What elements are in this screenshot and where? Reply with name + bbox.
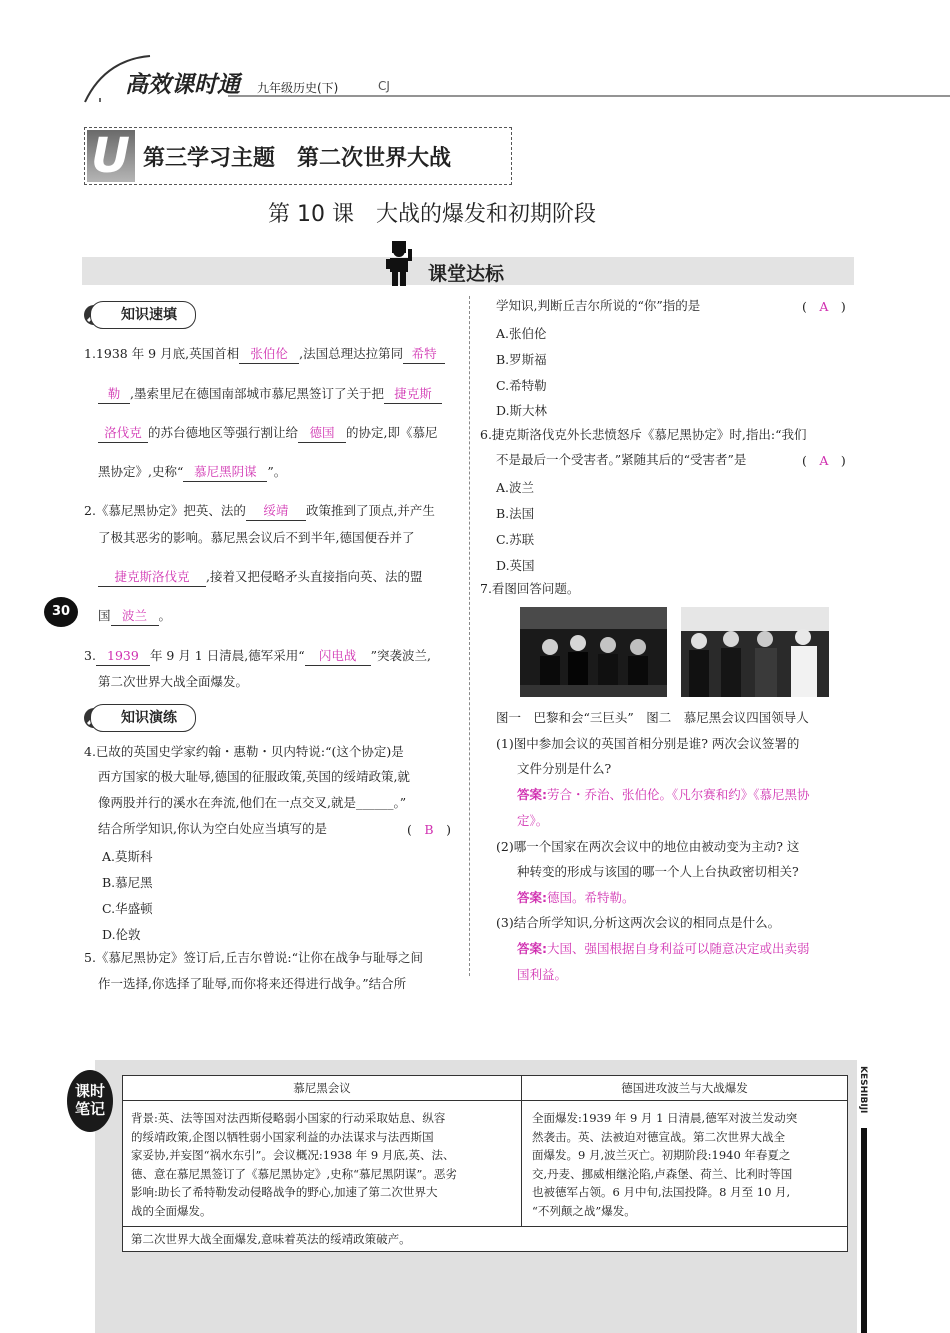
q7-answer1-line1: 答案:劳合・乔治、张伯伦。《凡尔赛和约》《慕尼黑协 [517, 787, 810, 802]
q7-sub2-line1: (2)哪一个国家在两次会议中的地位由被动变为主动? 这 [496, 839, 800, 854]
q6-option-b: B.法国 [496, 506, 535, 521]
q5-option-a: A.张伯伦 [496, 326, 547, 341]
q1-line3: 洛伐克 的苏台德地区等强行割让给 德国 的协定,即《慕尼 [98, 424, 438, 443]
q7-answer3-line2: 国利益。 [517, 967, 568, 982]
q2-blank-3: 波兰 [111, 607, 159, 626]
q7-answer2-line1: 答案:德国。希特勒。 [517, 890, 635, 905]
q2-blank-2: 捷克斯洛伐克 [98, 568, 206, 587]
q7-sub3-line1: (3)结合所学知识,分析这两次会议的相同点是什么。 [496, 915, 781, 930]
q2-blank-1: 绥靖 [246, 502, 306, 521]
q5-option-b: B.罗斯福 [496, 352, 547, 367]
q6-option-a: A.波兰 [496, 480, 535, 495]
q2-line2: 了极其恶劣的影响。慕尼黑会议后不到半年,德国便吞并了 [98, 530, 415, 545]
unit-letter: U [91, 128, 130, 184]
q6-answer: A [819, 453, 829, 468]
header-brand: 高效课时通 [125, 71, 240, 98]
q1-line4: 黑协定》,史称“ 慕尼黑阴谋 ”。 [98, 463, 286, 482]
q7-sub1-line2: 文件分别是什么? [517, 761, 612, 776]
q4-line4: 结合所学知识,你认为空白处应当填写的是 [98, 821, 327, 836]
q7-sub2-line2: 种转变的形成与该国的哪一个人上台执政密切相关? [517, 864, 799, 879]
q5-line3: 学知识,判断丘吉尔所说的“你”指的是 [496, 298, 701, 313]
q3-blank-2: 闪电战 [305, 647, 371, 666]
notes-footer: 第二次世界大战全面爆发,意味着英法的绥靖政策破产。 [123, 1227, 848, 1252]
q4-option-a: A.莫斯科 [102, 849, 153, 864]
notes-col2-header: 德国进攻波兰与大战爆发 [522, 1076, 848, 1101]
notes-table [122, 1075, 848, 1252]
q7-answer1-line2: 定》。 [517, 813, 549, 828]
q3-line1: 3. 1939 年 9 月 1 日清晨,德军采用“ 闪电战 ”突袭波兰, [84, 647, 431, 666]
q4-line3: 像两股并行的溪水在奔流,他们在一点交叉,就是______。” [98, 795, 407, 810]
page-number: 30 [51, 604, 71, 619]
notes-col1-header: 慕尼黑会议 [123, 1076, 522, 1101]
q4-option-d: D.伦敦 [102, 927, 141, 942]
notes-col1-body: 背景:英、法等国对法西斯侵略弱小国家的行动采取姑息、纵容 的绥靖政策,企图以牺牲弱小国家利益的办法谋求与法西斯国 家妥协,并妄图“祸水东引”。会议概况:1938 年 9 月底,英、法、 德、意在慕尼黑签订了《慕尼黑协定》,史称“慕尼黑阴谋”。恶劣 影响:助长了希特勒发动侵略战争的野心,加速了第二次世界大 战的全面爆发。 [123, 1101, 522, 1227]
q1-blank-4: 德国 [298, 424, 346, 443]
notes-badge-line1: 课时 [74, 1082, 105, 1100]
q1-blank-3a: 捷克斯 [384, 385, 442, 404]
notes-badge-line2: 笔记 [74, 1100, 105, 1118]
q7-sub1-line1: (1)图中参加会议的英国首相分别是谁? 两次会议签署的 [496, 736, 800, 751]
q2-line3: 捷克斯洛伐克 ,接着又把侵略矛头直接指向英、法的盟 [98, 568, 422, 587]
tag-knowledge-fill: 知识速填 [90, 301, 196, 329]
unit-letter-block [87, 130, 135, 182]
column-divider [469, 296, 470, 976]
q7-line1: 7.看图回答问题。 [480, 581, 580, 596]
q1-blank-5: 慕尼黑阴谋 [183, 463, 267, 482]
q3-blank-1: 1939 [96, 647, 150, 666]
lesson-title: 第 10 课 大战的爆发和初期阶段 [268, 202, 596, 227]
q2-line4: 国 波兰 。 [98, 607, 171, 626]
q4-option-c: C.华盛顿 [102, 901, 153, 916]
q1-line1: 1.1938 年 9 月底,英国首相 张伯伦 ,法国总理达拉第同 希特 [84, 345, 445, 364]
q5-answer-paren: ( A ) [802, 299, 846, 314]
q5-option-d: D.斯大林 [496, 403, 548, 418]
q5-line1: 5.《慕尼黑协定》签订后,丘吉尔曾说:“让你在战争与耻辱之间 [84, 950, 424, 965]
notes-col2-body: 全面爆发:1939 年 9 月 1 日清晨,德军对波兰发动突 然袭击。英、法被迫对德宣战。第二次世界大战全 面爆发。9 月,波兰灭亡。初期阶段:1940 年春夏之 交,丹麦、挪威相继沦陷,卢森堡、荷兰、比利时等国 也被德军占领。6 月中旬,法国投降。8 月至 10 月, “不列颠之战”爆发。 [522, 1101, 848, 1227]
tag-knowledge-practice: 知识演练 [90, 704, 196, 732]
section-banner-title: 课堂达标 [428, 263, 505, 285]
q1-line2: 勒 ,墨索里尼在德国南部城市慕尼黑签订了关于把 捷克斯 [98, 385, 442, 404]
q3-line2: 第二次世界大战全面爆发。 [98, 674, 249, 689]
q4-answer: B [424, 822, 434, 837]
notes-side-text: KESHIBIJI [858, 1066, 868, 1114]
section-banner [82, 257, 854, 285]
q6-line2: 不是最后一个受害者。”紧随其后的“受害者”是 [496, 452, 747, 467]
q6-option-c: C.苏联 [496, 532, 535, 547]
unit-title-box [84, 127, 512, 185]
q5-answer: A [819, 299, 829, 314]
student-icon [386, 241, 412, 287]
q4-line2: 西方国家的极大耻辱,德国的征服政策,英国的绥靖政策,就 [98, 769, 410, 784]
q5-option-c: C.希特勒 [496, 378, 547, 393]
notes-panel [74, 1060, 857, 1333]
q1-blank-3b: 洛伐克 [98, 424, 148, 443]
q1-blank-1: 张伯伦 [239, 345, 299, 364]
q4-option-b: B.慕尼黑 [102, 875, 153, 890]
q7-answer3-line1: 答案:大国、强国根据自身利益可以随意决定或出卖弱 [517, 941, 810, 956]
q2-line1: 2.《慕尼黑协定》把英、法的 绥靖 政策推到了顶点,并产生 [84, 502, 435, 521]
q1-blank-2a: 希特 [403, 345, 445, 364]
unit-title: 第三学习主题 第二次世界大战 [143, 146, 452, 171]
q5-line2: 作一选择,你选择了耻辱,而你将来还得进行战争。”结合所 [98, 976, 407, 991]
header-subject: 九年级历史(下) [257, 81, 339, 95]
q6-option-d: D.英国 [496, 558, 535, 573]
notes-badge [67, 1070, 113, 1132]
photo-munich-conference [681, 607, 829, 697]
q4-answer-paren: ( B ) [407, 822, 451, 837]
q4-line1: 4.已故的英国史学家约翰・惠勒・贝内特说:“(这个协定)是 [84, 744, 404, 759]
q7-photo-caption: 图一 巴黎和会“三巨头” 图二 慕尼黑会议四国领导人 [496, 710, 809, 725]
header-edition: CJ [378, 79, 390, 93]
photo-paris-peace-conference [520, 607, 667, 697]
q1-blank-2b: 勒 [98, 385, 130, 404]
page-number-badge [44, 597, 78, 627]
q6-line1: 6.捷克斯洛伐克外长悲愤怒斥《慕尼黑协定》时,指出:“我们 [480, 427, 807, 442]
notes-side-bar [861, 1128, 867, 1333]
q6-answer-paren: ( A ) [802, 453, 846, 468]
